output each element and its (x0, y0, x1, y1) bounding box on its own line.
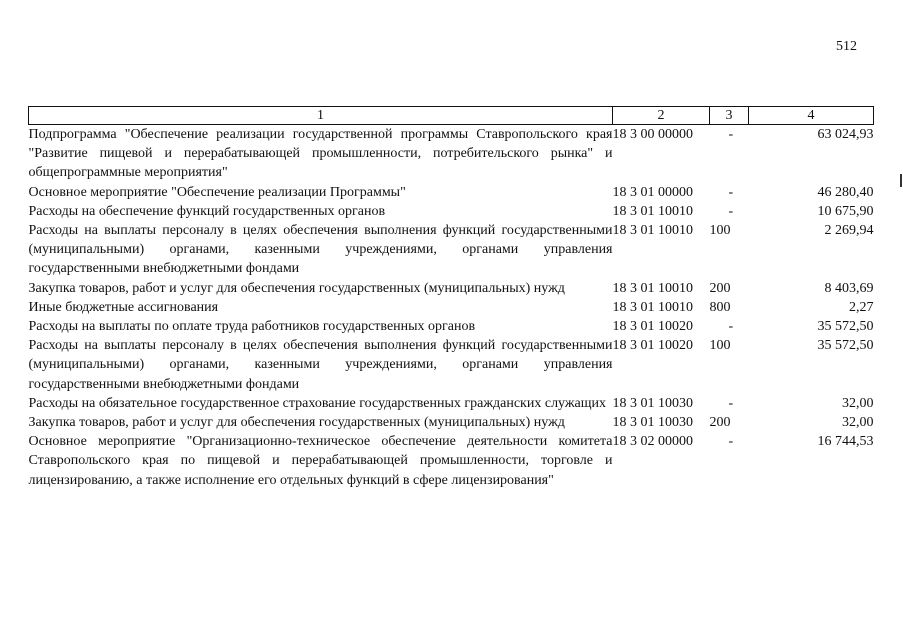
row-code: 18 3 01 10030 (612, 415, 693, 431)
row-code: 18 3 01 10020 (612, 338, 693, 354)
table-row (29, 394, 874, 413)
table-row (29, 183, 874, 202)
row-code: 18 3 01 10010 (612, 280, 693, 296)
row-name: Основное мероприятие "Организационно-техническое обеспечение деятельности комитета Ставропольского края по пищевой и перерабатывающей промышленности, торговле и лицензированию, а также исполнение его отдельных функций в сфере лицензирования" (28, 434, 613, 488)
row-code: 18 3 01 10030 (612, 395, 693, 411)
row-amount: 32,00 (842, 395, 874, 411)
table-row (29, 221, 874, 279)
row-type: 200 (709, 280, 731, 296)
row-name: Основное мероприятие "Обеспечение реализации Программы" (28, 184, 406, 200)
row-amount: 10 675,90 (817, 203, 874, 219)
row-code: 18 3 01 10010 (612, 203, 693, 219)
row-code: 18 3 01 10020 (612, 319, 693, 335)
margin-mark (900, 174, 902, 187)
header-col-3: 3 (710, 107, 749, 125)
row-amount: 63 024,93 (817, 127, 874, 142)
row-name: Закупка товаров, работ и услуг для обеспечения государственных (муниципальных) нужд (28, 415, 565, 431)
table-row (29, 298, 874, 317)
row-name: Подпрограмма "Обеспечение реализации государственной программы Ставропольского края "Развитие пищевой и перерабатывающей промышленности, потребительского рынка" и общепрограммные мероприятия" (28, 127, 613, 181)
row-amount: 2,27 (849, 299, 874, 315)
header-col-1: 1 (29, 107, 613, 125)
row-type: - (728, 395, 734, 411)
row-type: - (728, 184, 734, 200)
row-type: - (728, 203, 734, 219)
row-name: Иные бюджетные ассигнования (28, 299, 219, 315)
row-name: Расходы на выплаты персоналу в целях обеспечения выполнения функций государственными (муниципальными) органами, казенными учреждениями, органами управления государственными внебюджетными фондами (28, 338, 613, 392)
table-row (29, 336, 874, 394)
row-name: Закупка товаров, работ и услуг для обеспечения государственных (муниципальных) нужд (28, 280, 565, 296)
row-code: 18 3 00 00000 (612, 127, 693, 142)
budget-table (28, 106, 874, 490)
table-row (29, 413, 874, 432)
row-code: 18 3 01 00000 (612, 184, 693, 200)
row-amount: 2 269,94 (824, 223, 874, 239)
table-row (29, 202, 874, 221)
row-amount: 35 572,50 (817, 319, 874, 335)
row-type: - (728, 434, 734, 450)
table-row (29, 279, 874, 298)
row-type: 100 (709, 223, 731, 239)
row-type: 200 (709, 415, 731, 431)
row-name: Расходы на обеспечение функций государственных органов (28, 203, 386, 219)
row-type: - (728, 127, 734, 142)
row-amount: 46 280,40 (817, 184, 874, 200)
row-code: 18 3 01 10010 (612, 299, 693, 315)
table-row (29, 432, 874, 490)
row-code: 18 3 02 00000 (612, 434, 693, 450)
row-amount: 8 403,69 (824, 280, 874, 296)
page-number: 512 (836, 39, 857, 54)
row-amount: 16 744,53 (817, 434, 874, 450)
table-row (29, 125, 874, 183)
row-type: 800 (709, 299, 731, 315)
row-name: Расходы на выплаты по оплате труда работников государственных органов (28, 319, 476, 335)
row-type: - (728, 319, 734, 335)
header-row (29, 107, 874, 125)
table-row (29, 317, 874, 336)
row-name: Расходы на выплаты персоналу в целях обеспечения выполнения функций государственными (муниципальными) органами, казенными учреждениями, органами управления государственными внебюджетными фондами (28, 223, 613, 277)
header-col-2: 2 (613, 107, 710, 125)
row-amount: 35 572,50 (817, 338, 874, 354)
row-name: Расходы на обязательное государственное страхование государственных гражданских служащих (28, 395, 607, 411)
row-type: 100 (709, 338, 731, 354)
header-col-4: 4 (749, 107, 874, 125)
row-code: 18 3 01 10010 (612, 223, 693, 239)
row-amount: 32,00 (842, 415, 874, 431)
